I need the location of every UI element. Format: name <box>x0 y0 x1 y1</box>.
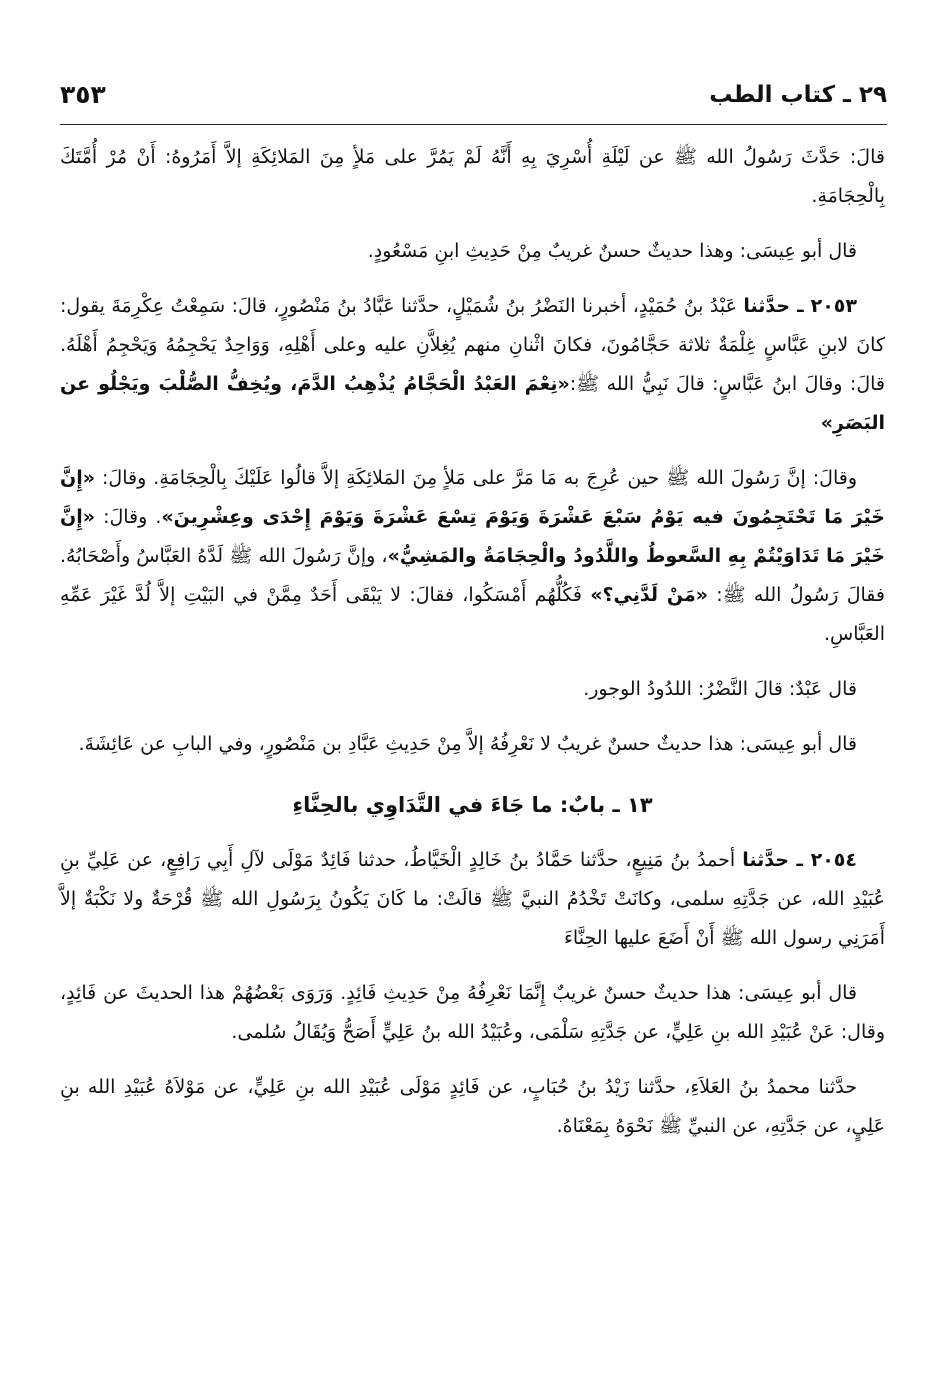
paragraph-text: قالَ: حَدَّثَ رَسُولُ الله ﷺ عن لَيْلَةِ أُسْرِيَ بِهِ أَنَّهُ لَمْ يَمُرَّ على مَلأٍ مِنَ المَلائِكَةِ إلاَّ أَمَرُوهُ: أَنْ مُرْ أُمَّتَكَ بِالْحِجَامَةِ. <box>60 146 885 207</box>
paragraph-text: حدَّثنا محمدُ بنُ العَلاَءِ، حدَّثنا زَيْدُ بنُ حُبَابٍ، عن فَائِدٍ مَوْلَى عُبَيْدِ الله بنِ عَلِيٍّ، عن مَوْلاَهُ عُبَيْدِ الله بنِ عَلِيٍ، عن جَدَّتِهِ، عن النبيِّ ﷺ نَحْوَهُ بِمَعْنَاهُ. <box>60 1076 885 1137</box>
page-header <box>60 78 887 118</box>
hadith-quote: «إِنَّ خَيْرَ مَا تَدَاوَيْتُمْ بِهِ السَّعوطُ واللَّدُودُ والْحِجَامَةُ والمَشِيُّ» <box>60 506 885 567</box>
hadith-quote: «إِنَّ خَيْرَ مَا تَحْتَجِمُونَ فيه يَوْمُ سَبْعَ عَشْرَةَ وَيَوْمَ تِسْعَ عَشْرَةَ وَيَوْمَ إِحْدَى وعِشْرِينَ» <box>60 467 885 528</box>
hadith-number: ٢٠٥٤ <box>810 849 857 871</box>
paragraph-text: وقالَ: إنَّ رَسُولَ الله ﷺ حين عُرِجَ به مَا مَرَّ على مَلأٍ مِنَ المَلائِكَةِ إلاَّ قالُوا عَلَيْكَ بِالْحِجَامَةِ. وقالَ: <box>102 467 857 489</box>
paragraph-commentary <box>60 974 885 1052</box>
paragraph-text: قال أبو عِيسَى: هذا حديثٌ حسنٌ غريبٌ إِنَّمَا نَعْرِفُهُ مِنْ حَدِيثِ فَائِدٍ. وَرَوَى بَعْضُهُمْ هذا الحديثَ عن فَائِدٍ، وقال: عَنْ عُبَيْدِ الله بنِ عَلِيٍّ، عن جَدَّتِهِ سَلْمَى، وعُبَيْدُ الله بنُ عَلِيٍّ أَصَحُّ وَيُقَالُ سُلمى. <box>60 982 885 1043</box>
paragraph-text: فَكُلُّهُم أَمْسَكُوا، فقالَ: لا يَبْقَى أَحَدٌ مِمَّنْ في البَيْتِ إلاَّ لُدَّ غَيْرَ عَمِّهِ العَبَّاسِ. <box>60 584 885 645</box>
header-rule <box>60 124 887 125</box>
paragraph-narration <box>60 1068 885 1146</box>
section-heading: ١٣ ـ بابٌ: ما جَاءَ في التَّدَاوِي بالحِنَّاءِ <box>292 793 653 817</box>
paragraph-text: . وقالَ: <box>103 506 162 528</box>
hadith-number: ٢٠٥٣ <box>810 295 857 317</box>
page-body <box>60 138 885 1162</box>
hadith-2054: ٢٠٥٤ ـ حدَّثنا أحمدُ بنُ مَنِيعٍ، حدَّثنا حَمَّادُ بنُ خَالِدٍ الْخَيَّاطُ، حدثنا فَائِدٌ مَوْلَى لآلِ أَبِي رَافِعٍ، عن عَلِيِّ بنِ عُبَيْدِ الله، عن جَدَّتِهِ سلمى، وكانَتْ تَخْدُمُ النبيَّ ﷺ قالَتْ: ما كَانَ يَكُونُ بِرَسُولِ الله ﷺ قُرْحَةٌ ولا نَكْبَةٌ إلاَّ أَمَرَنِي رسول الله ﷺ أَنْ أَضَعَ عليها الحِنَّاءَ <box>60 849 885 949</box>
paragraph-text: قال أبو عِيسَى: وهذا حديثٌ حسنٌ غريبٌ مِنْ حَدِيثِ ابنِ مَسْعُودٍ. <box>367 240 857 262</box>
paragraph-text: قال أبو عِيسَى: هذا حديثٌ حسنٌ غريبٌ لا نَعْرِفُهُ إلاَّ مِنْ حَدِيثِ عَبَّادِ بن مَنْصُورٍ، وفي البابِ عن عَائِشَةَ. <box>78 733 857 755</box>
hadith-text: عَبْدُ بنُ حُمَيْدٍ، أخبرنا النَضْرُ بنُ شُمَيْلٍ، حدَّثنا عَبَّادُ بنُ مَنْصُورٍ، قالَ: سَمِعْتُ عِكْرِمَةَ يقول: كانَ لابنِ عَبَّاسٍ غِلْمَةٌ ثلاثة حَجَّامُونَ، فكانَ اثْنانِ منهم يُغِلاَّنِ عليه وعلى أَهْلِهِ، وَوَاحِدٌ يَحْجِمُهُ وَيَحْجِمُ أَهْلَهُ. قالَ: وقالَ ابنُ عَبَّاسٍ: قالَ نَبِيُّ الله ﷺ: <box>60 295 886 395</box>
paragraph-commentary <box>60 232 885 271</box>
hadith-quote: «نِعْمَ العَبْدُ الْحَجَّامُ يُذْهِبُ الدَّمَ، ويُخِفُّ الصُّلْبَ ويَجْلُو عن البَصَرِ» <box>60 373 885 434</box>
chapter-title: ٢٩ ـ كتاب الطب <box>709 82 887 108</box>
hadith-lead: حدَّثنا <box>743 295 791 317</box>
hadith-lead: حدَّثنا <box>742 849 789 871</box>
paragraph-hadith-end <box>60 138 885 216</box>
paragraph-commentary <box>60 670 885 709</box>
paragraph-narration <box>60 459 885 654</box>
paragraph-text: ، وإنَّ رَسُولَ الله ﷺ لَدَّهُ العَبَّاسُ وأَصْحَابُهُ. فقالَ رَسُولُ الله ﷺ: <box>60 545 885 606</box>
hadith-quote: «مَنْ لَدَّنِي؟» <box>590 584 708 606</box>
page-number: ٣٥٣ <box>60 80 106 109</box>
hadith-text: أحمدُ بنُ مَنِيعٍ، حدَّثنا حَمَّادُ بنُ خَالِدٍ الْخَيَّاطُ، حدثنا فَائِدٌ مَوْلَى لآلِ أَبِي رَافِعٍ، عن عَلِيِّ بنِ عُبَيْدِ الله، عن جَدَّتِهِ سلمى، وكانَتْ تَخْدُمُ النبيَّ ﷺ قالَتْ: ما كَانَ يَكُونُ بِرَسُولِ الله ﷺ قُرْحَةٌ ولا نَكْبَةٌ إلاَّ أَمَرَنِي رسول الله ﷺ أَنْ أَضَعَ عليها الحِنَّاءَ <box>60 849 885 949</box>
paragraph-text: قال عَبْدٌ: قالَ النَّضْرُ: اللدُودُ الوجور. <box>583 678 857 700</box>
paragraph-commentary <box>60 725 885 764</box>
hadith-2053: ٢٠٥٣ ـ حدَّثنا عَبْدُ بنُ حُمَيْدٍ، أخبرنا النَضْرُ بنُ شُمَيْلٍ، حدَّثنا عَبَّادُ بنُ مَنْصُورٍ، قالَ: سَمِعْتُ عِكْرِمَةَ يقول: كانَ لابنِ عَبَّاسٍ غِلْمَةٌ ثلاثة حَجَّامُونَ، فكانَ اثْنانِ منهم يُغِلاَّنِ عليه وعلى أَهْلِهِ، وَوَاحِدٌ يَحْجِمُهُ وَيَحْجِمُ أَهْلَهُ. قالَ: وقالَ ابنُ عَبَّاسٍ: قالَ نَبِيُّ الله ﷺ:«نِعْمَ العَبْدُ الْحَجَّامُ يُذْهِبُ الدَّمَ، ويُخِفُّ الصُّلْبَ ويَجْلُو عن البَصَرِ» <box>60 295 886 434</box>
